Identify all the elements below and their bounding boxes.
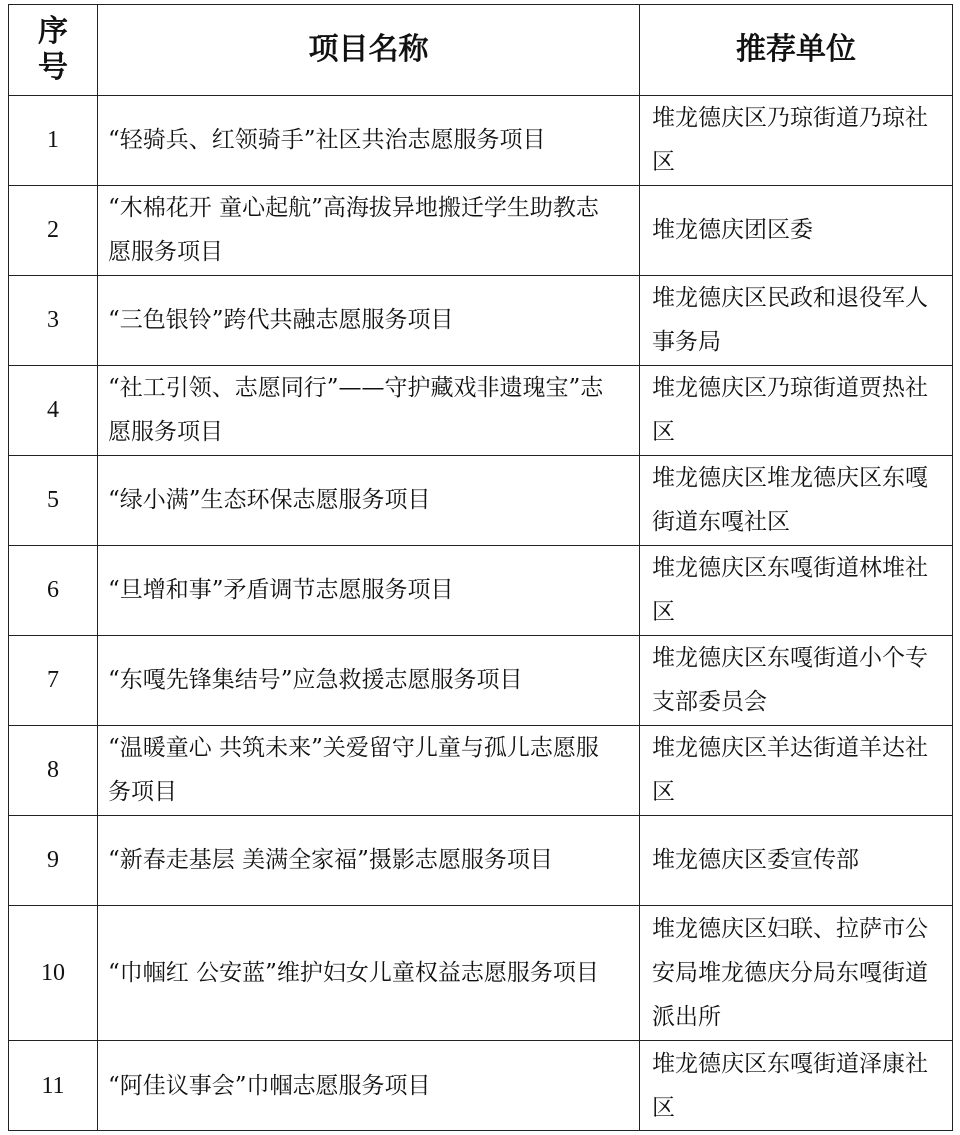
row-recommending-unit: 堆龙德庆区东嘎街道泽康社区 [640,1041,953,1131]
row-project-name: “三色银铃”跨代共融志愿服务项目 [98,275,640,365]
table-row [9,815,953,905]
row-seq: 9 [9,815,98,905]
row-recommending-unit: 堆龙德庆区妇联、拉萨市公安局堆龙德庆分局东嘎街道派出所 [640,905,953,1040]
row-project-name: “轻骑兵、红领骑手”社区共治志愿服务项目 [98,96,640,186]
row-project-name: “巾帼红 公安蓝”维护妇女儿童权益志愿服务项目 [98,905,640,1040]
row-project-name: “社工引领、志愿同行”——守护藏戏非遗瑰宝”志愿服务项目 [98,365,640,455]
row-project-name: “木棉花开 童心起航”高海拔异地搬迁学生助教志愿服务项目 [98,185,640,275]
row-seq: 8 [9,725,98,815]
row-seq: 5 [9,455,98,545]
row-recommending-unit: 堆龙德庆区乃琼街道乃琼社区 [640,96,953,186]
table-row [9,455,953,545]
row-recommending-unit: 堆龙德庆区委宣传部 [640,815,953,905]
table-row [9,905,953,1040]
column-header-seq: 序号 [9,5,98,96]
column-header-name: 项目名称 [98,5,640,96]
table-header-row [9,5,953,96]
column-header-unit: 推荐单位 [640,5,953,96]
row-recommending-unit: 堆龙德庆团区委 [640,185,953,275]
row-recommending-unit: 堆龙德庆区东嘎街道小个专支部委员会 [640,635,953,725]
row-recommending-unit: 堆龙德庆区民政和退役军人事务局 [640,275,953,365]
volunteer-project-table [8,4,953,1131]
table-row [9,635,953,725]
row-seq: 4 [9,365,98,455]
row-seq: 7 [9,635,98,725]
table-row [9,1041,953,1131]
row-project-name: “温暖童心 共筑未来”关爱留守儿童与孤儿志愿服务项目 [98,725,640,815]
row-recommending-unit: 堆龙德庆区羊达街道羊达社区 [640,725,953,815]
table-row [9,96,953,186]
row-seq: 1 [9,96,98,186]
row-project-name: “新春走基层 美满全家福”摄影志愿服务项目 [98,815,640,905]
row-seq: 11 [9,1041,98,1131]
table-row [9,725,953,815]
row-project-name: “阿佳议事会”巾帼志愿服务项目 [98,1041,640,1131]
row-seq: 6 [9,545,98,635]
table-row [9,185,953,275]
row-project-name: “东嘎先锋集结号”应急救援志愿服务项目 [98,635,640,725]
row-seq: 2 [9,185,98,275]
row-recommending-unit: 堆龙德庆区乃琼街道贾热社区 [640,365,953,455]
row-recommending-unit: 堆龙德庆区东嘎街道林堆社区 [640,545,953,635]
row-seq: 3 [9,275,98,365]
row-project-name: “绿小满”生态环保志愿服务项目 [98,455,640,545]
table-row [9,545,953,635]
row-seq: 10 [9,905,98,1040]
row-project-name: “旦增和事”矛盾调节志愿服务项目 [98,545,640,635]
recommendation-table-sheet [8,4,952,1131]
row-recommending-unit: 堆龙德庆区堆龙德庆区东嘎街道东嘎社区 [640,455,953,545]
table-row [9,275,953,365]
table-row [9,365,953,455]
